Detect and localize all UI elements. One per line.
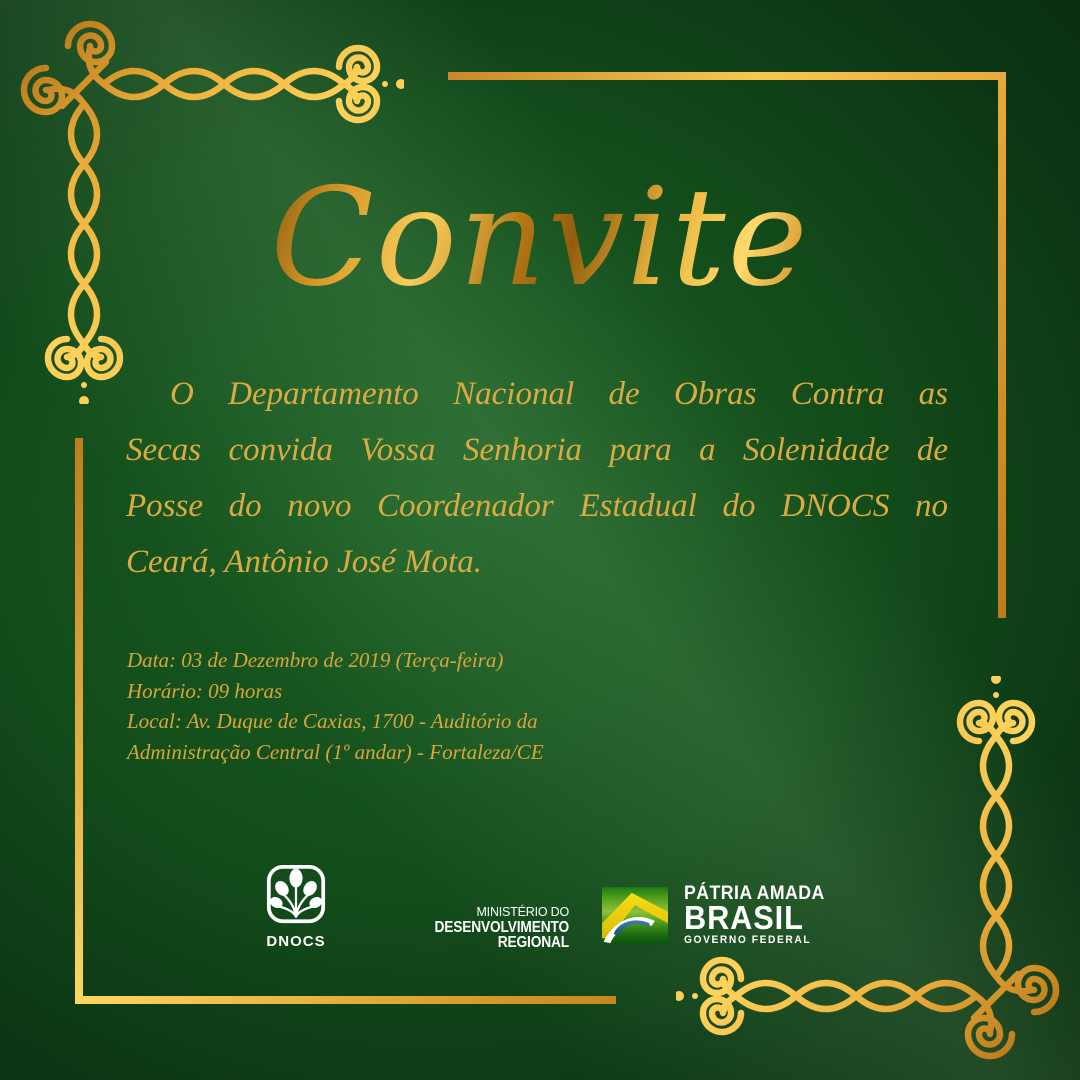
corner-ornament-bottom-right-icon	[676, 676, 1076, 1076]
invitation-body	[126, 366, 948, 590]
brazil-flag-icon	[602, 887, 668, 945]
body-line: Secas convida Vossa Senhoria para a Solenidade de	[126, 432, 948, 468]
event-details	[127, 645, 544, 767]
gov-line2: BRASIL	[684, 899, 804, 936]
frame-line-bottom	[75, 996, 616, 1004]
body-line: Posse do novo Coordenador Estadual do DNOCS no	[126, 488, 948, 524]
dnocs-logo	[266, 864, 326, 949]
dnocs-tree-icon	[266, 864, 326, 926]
dnocs-label: DNOCS	[266, 933, 326, 950]
ministry-line2: DESENVOLVIMENTO REGIONAL	[434, 919, 569, 951]
detail-line-time: Horário: 09 horas	[127, 678, 283, 703]
detail-line-place-2: Administração Central (1º andar) - Fortaleza/CE	[127, 739, 544, 764]
frame-line-left	[75, 438, 83, 1004]
frame-line-right	[998, 72, 1006, 618]
body-line: O Departamento Nacional de Obras Contra as	[170, 376, 948, 412]
body-line: Ceará, Antônio José Mota.	[126, 544, 482, 580]
detail-line-date: Data: 03 de Dezembro de 2019 (Terça-feira)	[127, 648, 504, 672]
ministry-logo	[330, 906, 569, 950]
ministry-line1: MINISTÉRIO DO	[476, 905, 569, 919]
governo-federal-logo	[684, 884, 825, 947]
frame-line-top	[448, 72, 1006, 80]
invitation-title: Convite	[270, 159, 810, 316]
gov-line1: PÁTRIA AMADA	[684, 883, 825, 904]
detail-line-place: Local: Av. Duque de Caxias, 1700 - Auditório da	[127, 709, 538, 733]
gov-line3: GOVERNO FEDERAL	[684, 934, 812, 946]
